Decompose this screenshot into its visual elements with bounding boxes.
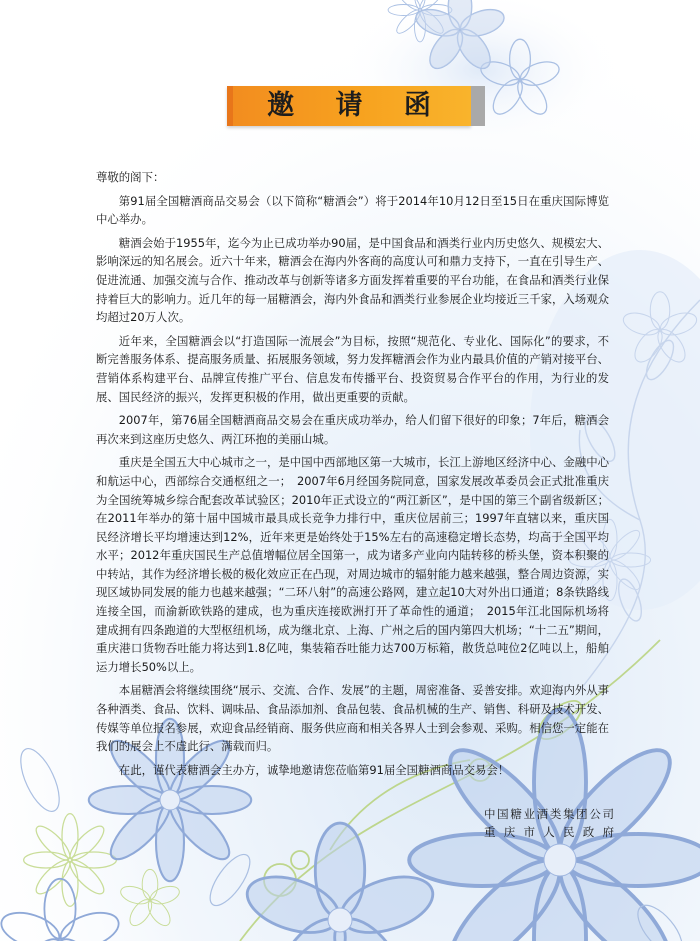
- paragraph-history: 糖酒会始于1955年，迄今为止已成功举办90届，是中国食品和酒类行业内历史悠久、规模宏大、影响深远的知名展会。近六十年来，糖酒会在海内外客商的高度认可和鼎力支持下，一直在引导生产、促进流通、加强交流与合作、推动改革与创新等诸多方面发挥着重要的平台功能，在食品和酒类行业保持着巨大的影响力。近几年的每一届糖酒会，海内外食品和酒类行业参展企业均接近三千家，入场观众均超过20万人次。: [96, 235, 609, 325]
- paragraph-closing: 在此，谨代表糖酒会主办方，诚挚地邀请您莅临第91届全国糖酒商品交易会！: [118, 762, 510, 777]
- signature-line-government: 重庆市人民政府: [484, 824, 614, 839]
- paragraph-chongqing: 重庆是全国五大中心城市之一，是中国中西部地区第一大城市，长江上游地区经济中心、金融中心和航运中心，西部综合交通枢纽之一； 2007年6月经国务院同意，国家发展改革委员会正式批准重庆为全国统筹城乡综合配套改革试验区；2010年正式设立的“两江新区”，是中国的第三个副省级新区；在2011年举办的第十届中国城市最具成长竞争力排行中，重庆位居前三；1997年直辖以来，重庆国民经济增长平均增速达到12%，近年来更是始终处于15%左右的高速稳定增长态势，均高于全国平均水平；2012年重庆国民生产总值增幅位居全国第一，成为诸多产业向内陆转移的桥头堡，资本积聚的中转站，其作为经济增长极的极化效应正在凸现，对周边城市的辐射能力越来越强，整合周边资源，实现区域协同发展的能力也越来越强；“二环八射”的高速公路网，建立起10大对外出口通道；8条铁路线连接全国，而渝新欧铁路的建成，也为重庆连接欧洲打开了革命性的通道； 2015年江北国际机场将建成拥有四条跑道的大型枢纽机场，成为继北京、上海、广州之后的国内第四大机场；“十二五”期间，重庆港口货物吞吐能力将达到1.8亿吨，集装箱吞吐能力达700万标箱，散货总吨位2亿吨以上，船舶运力增长50%以上。: [96, 455, 609, 674]
- title-banner-tail: [471, 86, 485, 126]
- signature-block: [484, 806, 614, 841]
- paragraph-goals: 近年来，全国糖酒会以“打造国际一流展会”为目标，按照“规范化、专业化、国际化”的要求，不断完善服务体系、提高服务质量、拓展服务领域，努力发挥糖酒会作为业内最具价值的产销对接平台、营销体系构建平台、品牌宣传推广平台、信息发布传播平台、投资贸易合作平台的作用，为行业的发展、国民经济的振兴，发挥更积极的作用，做出更重要的贡献。: [96, 333, 609, 404]
- letter-body: [96, 168, 609, 784]
- paragraph-event-announcement: 第91届全国糖酒商品交易会（以下简称“糖酒会”）将于2014年10月12日至15日在重庆国际博览中心举办。: [96, 193, 609, 227]
- paragraph-2007-event: 2007年，第76届全国糖酒商品交易会在重庆成功举办，给人们留下很好的印象；7年后，糖酒会再次来到这座历史悠久、两江环抱的美丽山城。: [96, 413, 609, 446]
- greeting: 尊敬的阁下：: [96, 170, 165, 184]
- title-banner: [227, 86, 485, 126]
- page-title: 邀 请 函: [267, 90, 447, 121]
- signature-line-group: 中国糖业酒类集团公司: [484, 807, 614, 821]
- paragraph-invitation: 本届糖酒会将继续围绕“展示、交流、合作、发展”的主题，周密准备、妥善安排。欢迎海内外从事各种酒类、食品、饮料、调味品、食品添加剂、食品包装、食品机械的生产、销售、科研及技术开发、传媒等单位报名参展，欢迎食品经销商、服务供应商和相关各界人士到会参观、采购。相信您一定能在我们的展会上不虚此行、满载而归。: [96, 683, 610, 754]
